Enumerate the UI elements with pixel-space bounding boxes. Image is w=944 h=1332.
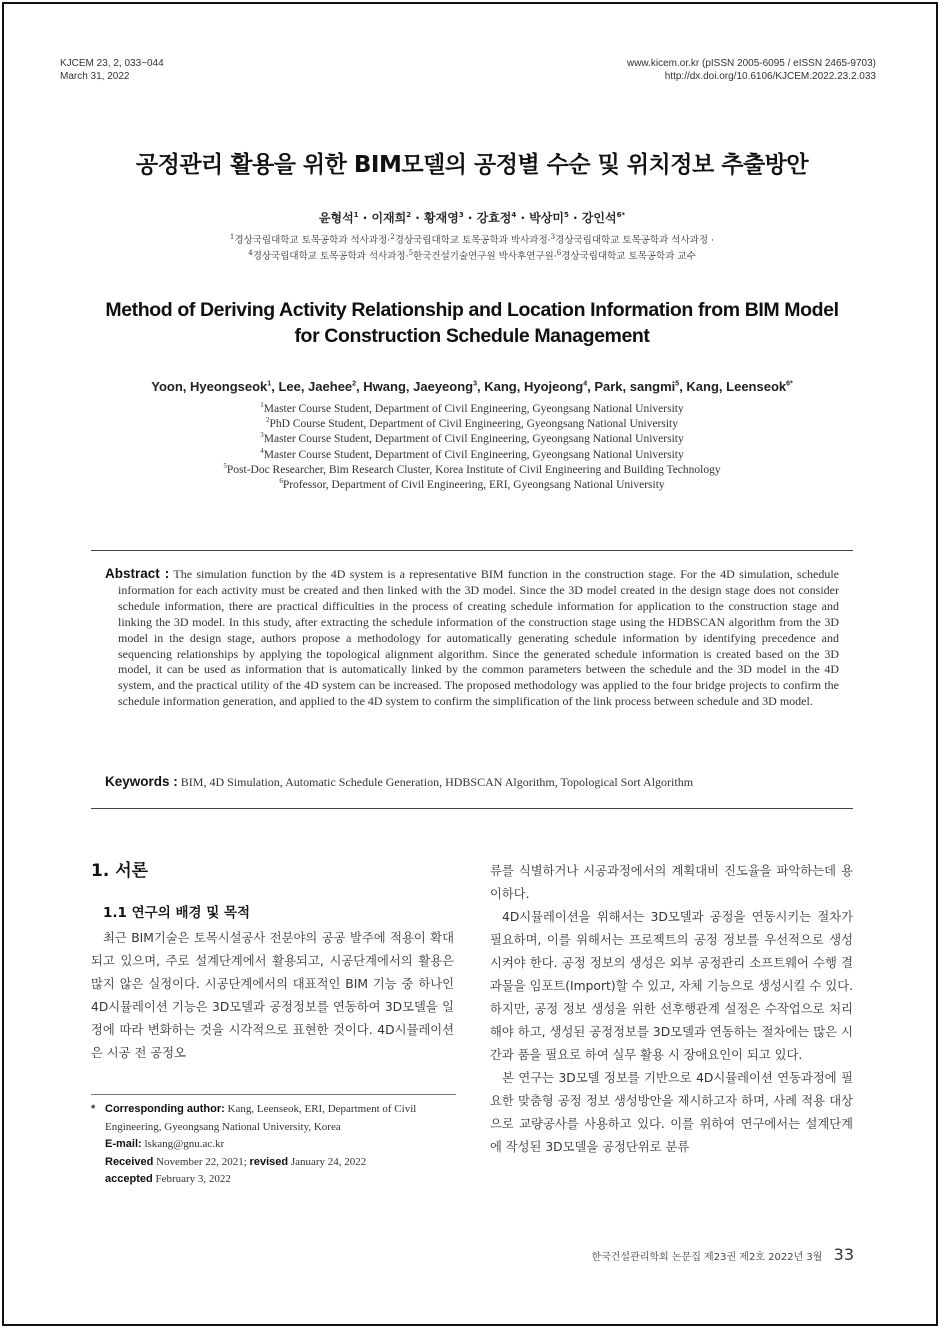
- journal-header-left: [60, 57, 164, 83]
- page-number: 33: [833, 1245, 854, 1264]
- affiliation-en: $^6$Professor, Department of Civil Engineering, ERI, Gyeongsang National University: [279, 477, 665, 492]
- journal-date: March 31, 2022: [60, 71, 130, 82]
- author-ko: 강인석$^{6*}$: [581, 211, 626, 225]
- affiliations-english: [0, 402, 944, 493]
- body-paragraph: 4D시뮬레이션을 위해서는 3D모델과 공정을 연동시키는 절차가 필요하며, 이를 위해서는 프로젝트의 공정 정보를 우선적으로 생성시켜야 한다. 공정 정보의 생성은 외부 공정관리 소프트웨어 수행 결과물을 임포트(Import)할 수 있고, 자체 기능으로 생성시킬 수 있다. 하지만, 공정 정보 생성을 위한 선후행관계 설정은 수작업으로 처리해야 하고, 생성된 공정정보를 3D모델과 연동하는 절차에는 많은 시간과 품을 필요로 하여 실무 활용 시 장애요인이 되고 있다.: [490, 910, 853, 1062]
- email-address: lskang@gnu.ac.kr: [144, 1138, 225, 1150]
- keywords: [105, 774, 839, 790]
- affiliation-en: $^4$Master Course Student, Department of Civil Engineering, Gyeongsang National University: [260, 446, 684, 461]
- affiliation-ko-line: $^4$경상국립대학교 토목공학과 석사과정·$^5$한국건설기술연구원 박사후연구원·$^6$경상국립대학교 토목공학과 교수: [248, 248, 696, 262]
- author-ko: 황재영$^3$ ·: [424, 211, 477, 225]
- author-en: Kang, Hyojeong$^4$,: [484, 379, 595, 394]
- author-en: Park, sangmi$^5$,: [594, 379, 687, 394]
- affiliation-ko-line: $^1$경상국립대학교 토목공학과 석사과정·$^2$경상국립대학교 토목공학과 박사과정·$^3$경상국립대학교 토목공학과 석사과정 ·: [229, 232, 715, 246]
- journal-header-right: [627, 57, 876, 83]
- corresponding-author-footnote: [91, 1101, 461, 1189]
- affiliation-en: $^3$Master Course Student, Department of Civil Engineering, Gyeongsang National University: [260, 431, 684, 446]
- section-heading: 1. 서론: [91, 861, 149, 881]
- author-ko: 이재희$^2$ ·: [371, 211, 425, 225]
- revised-label: revised: [249, 1155, 289, 1168]
- right-column: [490, 860, 853, 1159]
- email-label: E-mail:: [105, 1138, 142, 1150]
- revised-date: January 24, 2022: [290, 1155, 367, 1168]
- keywords-label: Keywords :: [105, 774, 178, 789]
- author-en: Lee, Jaehee$^2$,: [278, 379, 364, 394]
- title-korean: 공정관리 활용을 위한 BIM모델의 공정별 수순 및 위치정보 추출방안: [135, 152, 809, 178]
- author-en: Yoon, Hyeongseok$^1$,: [151, 379, 279, 394]
- left-column: [91, 856, 454, 1065]
- affiliation-en: $^1$Master Course Student, Department of Civil Engineering, Gyeongsang National University: [260, 401, 684, 415]
- author-ko: 윤형석$^1$ ·: [318, 211, 372, 225]
- authors-english: [0, 379, 944, 394]
- accepted-label: accepted: [105, 1173, 153, 1185]
- abstract-bottom-divider: [91, 808, 853, 809]
- keywords-text: BIM, 4D Simulation, Automatic Schedule Generation, HDBSCAN Algorithm, Topological Sort Algorithm: [180, 775, 694, 789]
- abstract: [105, 566, 839, 710]
- affiliations-korean: [0, 233, 944, 265]
- abstract-top-divider: [91, 550, 853, 551]
- author-en: Hwang, Jaeyeong$^3$,: [363, 379, 485, 394]
- affiliation-en: $^5$Post-Doc Researcher, Bim Research Cluster, Korea Institute of Civil Engineering and Building Technology: [223, 461, 721, 476]
- footer-journal: 한국건설관리학회 논문집 제23권 제2호 2022년 3월: [591, 1252, 823, 1263]
- subsection-heading: 1.1 연구의 배경 및 목적: [103, 905, 251, 921]
- journal-volume: KJCEM 23, 2, 033~044: [60, 58, 164, 69]
- author-ko: 강효정$^4$ ·: [476, 211, 530, 225]
- journal-doi: http://dx.doi.org/10.6106/KJCEM.2022.23.2.033: [664, 71, 876, 82]
- footnote-divider: [91, 1094, 456, 1095]
- accepted-date: February 3, 2022: [155, 1173, 231, 1185]
- corresponding-author-text: Kang, Leenseok, ERI, Department of Civil Engineering, Gyeongsang National University, Korea: [105, 1103, 417, 1133]
- journal-website: www.kicem.or.kr (pISSN 2005-6095 / eISSN 2465-9703): [626, 58, 876, 69]
- page-footer: [591, 1245, 854, 1264]
- author-en: Kang, Leenseok$^{6*}$: [686, 379, 793, 394]
- author-ko: 박상미$^5$ ·: [529, 211, 582, 225]
- body-paragraph: 류를 식별하거나 시공과정에서의 계획대비 진도율을 파악하는데 용이하다.: [490, 864, 853, 901]
- abstract-label: Abstract :: [105, 566, 170, 581]
- authors-korean: [0, 209, 944, 226]
- affiliation-en: $^2$PhD Course Student, Department of Civil Engineering, Gyeongsang National University: [265, 416, 678, 431]
- body-paragraph: 최근 BIM기술은 토목시설공사 전분야의 공공 발주에 적용이 확대되고 있으며, 주로 설계단계에서 활용되고, 시공단계에서의 활용은 많지 않은 실정이다. 시공단계에서의 대표적인 BIM 기능 중 하나인 4D시뮬레이션 기능은 3D모델과 공정정보를 연동하여 3D모델을 일정에 따라 변화하는 것을 시각적으로 표현한 것이다. 4D시뮬레이션은 시공 전 공정오: [91, 931, 454, 1060]
- received-label: Received: [105, 1155, 154, 1168]
- received-date: November 22, 2021;: [156, 1155, 247, 1168]
- corresponding-author-label: Corresponding author:: [105, 1103, 225, 1115]
- abstract-text: The simulation function by the 4D system is a representative BIM function in the construction stage. For the 4D simulation, schedule information for each activity must be created and then linked with the 3D model. Since the 3D model created in the design stage does not consider schedule information, there are practical difficulties in the process of creating schedule information for application to the construction stage and linking the 3D model. In this study, after extracting the schedule information of the construction stage using the HDBSCAN algorithm from the 3D model in the design stage, authors propose a methodology for automatically generating schedule information by identifying precedence and sequencing relationships by applying the topological alignment algorithm. Since the generated schedule information is created based on the 3D model, it can be used as information that is automatically linked by the common parameters between the schedule and the 3D model in the 4D system, and the practical utility of the 4D system can be increased. The proposed methodology was applied to the four bridge projects to confirm the schedule information generation, and applied to the 4D system to confirm the simplification of the link process between schedule and 3D model.: [118, 567, 840, 709]
- body-paragraph: 본 연구는 3D모델 정보를 기반으로 4D시뮬레이션 연동과정에 필요한 맞춤형 공정 정보 생성방안을 제시하고자 하며, 사례 적용 대상으로 교량공사를 사용하고 있다. 이를 위하여 연구에서는 설계단계에 작성된 3D모델을 공정단위로 분류: [490, 1071, 853, 1154]
- title-english: Method of Deriving Activity Relationship and Location Information from BIM Model for Construction Schedule Management: [105, 299, 839, 347]
- footnote-star: *: [91, 1103, 96, 1115]
